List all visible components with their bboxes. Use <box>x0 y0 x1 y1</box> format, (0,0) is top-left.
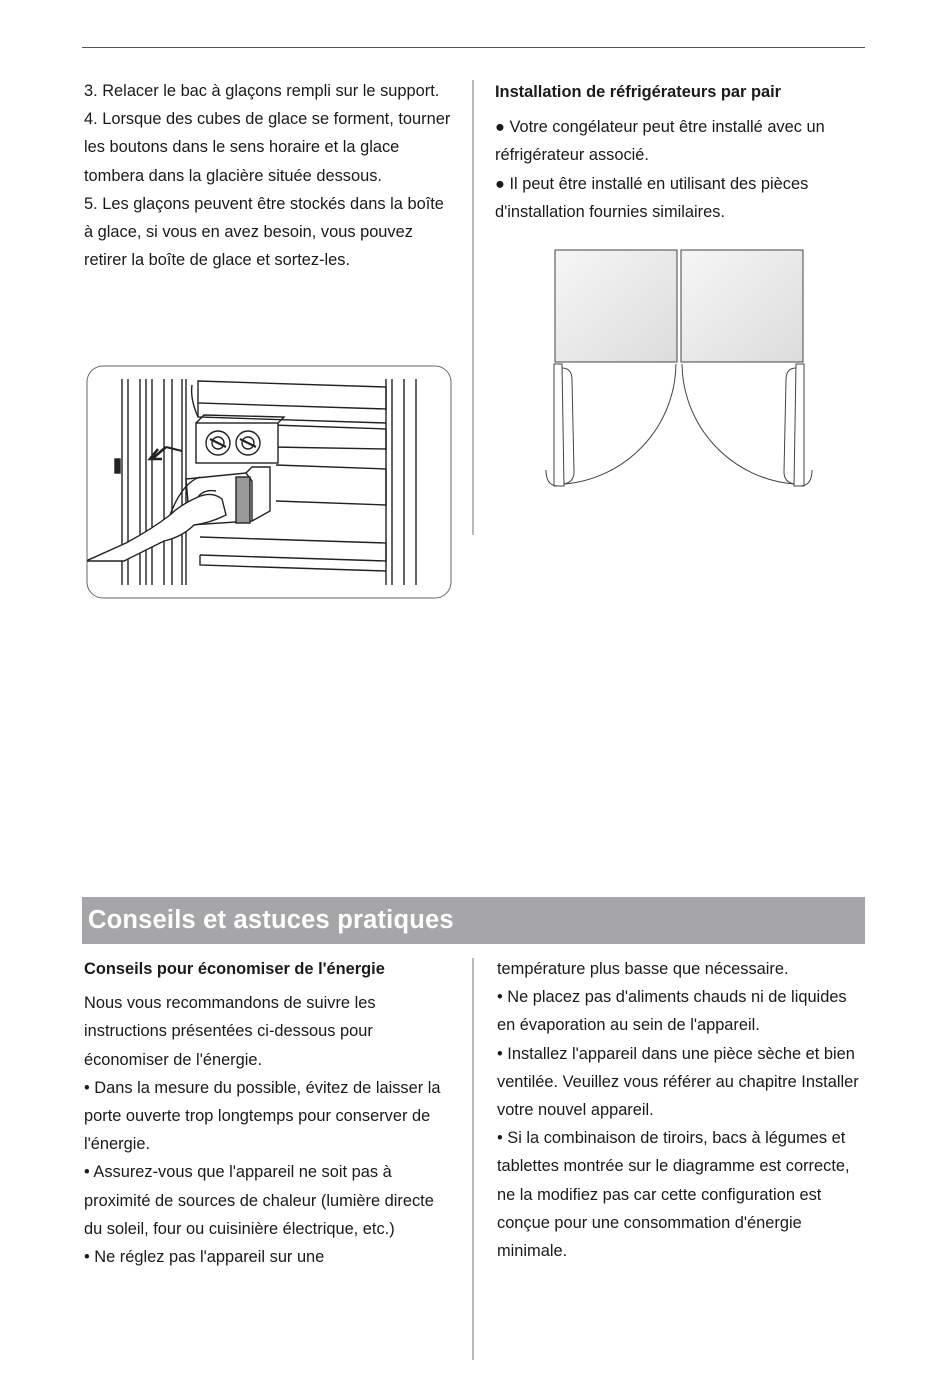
step-5: 5. Les glaçons peuvent être stockés dans la boîte à glace, si vous en avez besoin, vous pouvez retirer la boîte de glace et sortez-les. <box>84 194 444 270</box>
pair-bullet: ● Il peut être installé en utilisant des pièces d'installation fournies similaires. <box>495 174 809 221</box>
top-rule <box>82 47 865 48</box>
section-banner <box>82 897 865 944</box>
energy-tip: • Si la combinaison de tiroirs, bacs à légumes et tablettes montrée sur le diagramme est correcte, ne la modifiez pas car cette configuration est conçue pour une consommation d'énergie minimale. <box>497 1129 850 1261</box>
ice-tray-illustration <box>86 365 452 599</box>
energy-tips-right <box>497 955 867 1265</box>
energy-tip: • Ne placez pas d'aliments chauds ni de liquides en évaporation au sein de l'appareil. <box>497 988 847 1035</box>
step-4: 4. Lorsque des cubes de glace se forment, tourner les boutons dans le sens horaire et la glace tombera dans la glacière située dessous. <box>84 110 451 185</box>
energy-tip: • Installez l'appareil dans une pièce sèche et bien ventilée. Veuillez vous référer au chapitre Installer votre nouvel appareil. <box>497 1044 859 1120</box>
pair-bullet: ● Votre congélateur peut être installé avec un réfrigérateur associé. <box>495 118 825 165</box>
column-divider-bottom <box>472 958 474 1360</box>
energy-tip: • Dans la mesure du possible, évitez de laisser la porte ouverte trop longtemps pour conserver de l'énergie. <box>84 1078 441 1154</box>
section-title: Conseils et astuces pratiques <box>88 906 454 934</box>
pair-installation-heading: Installation de réfrigérateurs par pair <box>495 83 782 101</box>
step-3: 3. Relacer le bac à glaçons rempli sur le support. <box>84 82 440 100</box>
energy-tips-heading: Conseils pour économiser de l'énergie <box>84 960 385 978</box>
column-divider-top <box>472 80 474 535</box>
energy-tip: Nous vous recommandons de suivre les instructions présentées ci-dessous pour économiser de l'énergie. <box>84 994 376 1069</box>
paired-fridges-diagram <box>540 246 830 492</box>
energy-tip: • Ne réglez pas l'appareil sur une <box>84 1248 325 1267</box>
energy-tip: • Assurez-vous que l'appareil ne soit pas à proximité de sources de chaleur (lumière directe du soleil, four ou cuisinière électrique, etc.) <box>84 1163 434 1238</box>
energy-tips-left <box>84 955 456 1271</box>
ice-steps <box>84 77 456 274</box>
pair-installation <box>495 78 867 226</box>
energy-tip: température plus basse que nécessaire. <box>497 960 789 978</box>
